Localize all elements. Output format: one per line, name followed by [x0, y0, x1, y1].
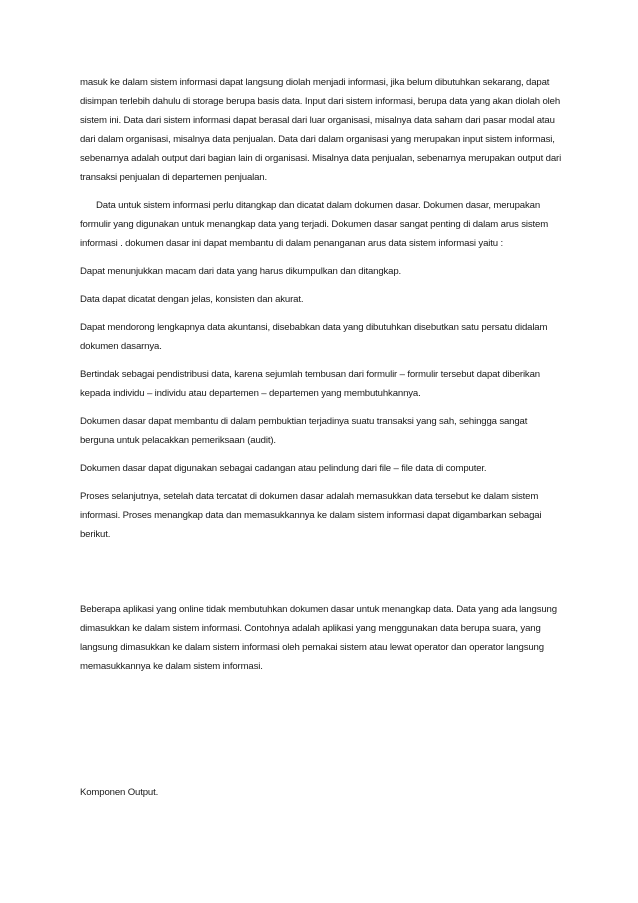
paragraph-dokumen-dasar: Data untuk sistem informasi perlu ditangkap dan dicatat dalam dokumen dasar. Dokumen dasar, merupakan formulir yang digunakan untuk menangkap data yang terjadi. Dokumen dasar sangat penting di dalam arus sistem informasi . dokumen dasar ini dapat membantu di dalam penanganan arus data sistem informasi yaitu : [80, 200, 549, 249]
paragraph-point-3: Dapat mendorong lengkapnya data akuntansi, disebabkan data yang dibutuhkan disebutkan satu persatu didalam dokumen dasarnya. [80, 322, 548, 352]
body-text-top [80, 73, 562, 544]
paragraph-point-6: Dokumen dasar dapat digunakan sebagai cadangan atau pelindung dari file – file data di computer. [80, 463, 487, 474]
paragraph-point-1: Dapat menunjukkan macam dari data yang harus dikumpulkan dan ditangkap. [80, 266, 402, 277]
paragraph-proses: Proses selanjutnya, setelah data tercatat di dokumen dasar adalah memasukkan data tersebut ke dalam sistem informasi. Proses menangkap data dan memasukkannya ke dalam sistem informasi dapat digambarkan sebagai berikut. [80, 491, 542, 540]
paragraph-aplikasi-online: Beberapa aplikasi yang online tidak membutuhkan dokumen dasar untuk menangkap data. Data yang ada langsung dimasukkan ke dalam sistem informasi. Contohnya adalah aplikasi yang menggunakan data berupa suara, yang langsung dimasukkan ke dalam sistem informasi oleh pemakai sistem atau lewat operator dan operator langsung memasukkannya ke dalam sistem informasi. [80, 604, 557, 672]
paragraph-point-5: Dokumen dasar dapat membantu di dalam pembuktian terjadinya suatu transaksi yang sah, sehingga sangat berguna untuk pelacakkan pemeriksaan (audit). [80, 416, 528, 446]
body-text-online [80, 600, 562, 676]
section-heading-output: Komponen Output. [80, 787, 159, 798]
paragraph-point-4: Bertindak sebagai pendistribusi data, karena sejumlah tembusan dari formulir – formulir tersebut dapat diberikan kepada individu – individu atau departemen – departemen yang membutuhkannya. [80, 369, 540, 399]
paragraph-input-intro: masuk ke dalam sistem informasi dapat langsung diolah menjadi informasi, jika belum dibutuhkan sekarang, dapat disimpan terlebih dahulu di storage berupa basis data. Input dari sistem informasi, berupa data yang akan diolah oleh sistem ini. Data dari sistem informasi dapat berasal dari luar organisasi, misalnya data saham dari pasar modal atau dari dalam organisasi, misalnya data penjualan. Data dari dalam organisasi yang merupakan input sistem informasi, sebenarnya adalah output dari bagian lain di organisasi. Misalnya data penjualan, sebenarnya merupakan output dari transaksi penjualan di departemen penjualan. [80, 77, 562, 183]
paragraph-point-2: Data dapat dicatat dengan jelas, konsisten dan akurat. [80, 294, 304, 305]
body-text-heading [80, 783, 562, 802]
